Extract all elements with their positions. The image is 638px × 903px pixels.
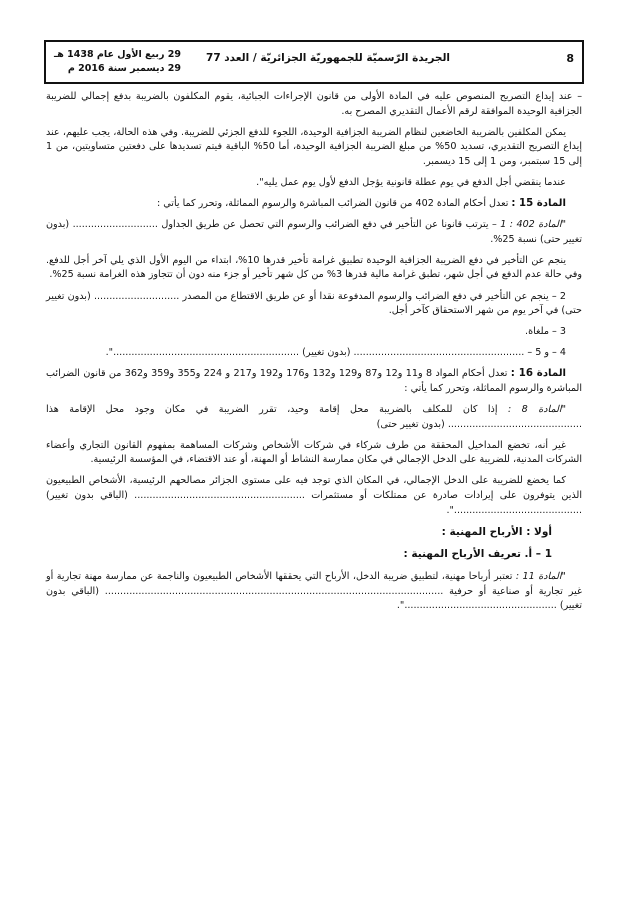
article-text: تعدل أحكام المواد 8 و11 و12 و87 و129 و132 و176 و192 و217 و 224 و355 و359 و362 من قانون الضرائب المباشرة والرسوم المماثلة، وتحرر كما يأتي :	[46, 368, 582, 394]
article-text: تعدل أحكام المادة 402 من قانون الضرائب المباشرة والرسوم المماثلة، وتحرر كما يأتي :	[157, 198, 512, 210]
date-hijri: 29 ربيع الأول عام 1438 هـ	[54, 49, 181, 60]
paragraph: 3 – ملغاة.	[525, 326, 566, 338]
article-label: المادة 16 :	[510, 368, 567, 380]
document-body	[46, 90, 582, 620]
article-16	[46, 367, 582, 396]
article-15	[46, 197, 582, 212]
article-label: المادة 15 :	[511, 198, 566, 210]
article-402	[46, 218, 582, 247]
article-label: "المادة 402 : 1 –	[491, 219, 566, 231]
paragraph: يمكن المكلفين بالضريبة الخاضعين لنظام الضريبة الجزافية الوحيدة، اللجوء للدفع الجزئي للضريبة. وفي هذه الحالة، يجب عليهم، عند إيداع التصريح التقديري، تسديد 50% من مبلغ الضريبة الجزافية الوحيدة، أما 50% الباقية فيتم تسديدها على دفعتين متساويتين، من 1 إلى 15 سبتمبر، ومن 1 إلى 15 ديسمبر.	[46, 126, 582, 167]
paragraph: ينجم عن التأخير في دفع الضريبة الجزافية الوحيدة تطبيق غرامة تأخير قدرها 10%، ابتداء من اليوم الأول الذي يلي آخر أجل للدفع. وفي حالة عدم الدفع في أجل شهر، تطبق غرامة مالية قدرها 3% من كل شهر تأخير أو جزء منه دون أن تتجاوز هذه الغرامة نسبة 25%.	[46, 254, 582, 281]
issue-date	[54, 48, 181, 76]
paragraph: 4 – و 5 – ........................................................ (بدون تغيير) .............................................................".	[105, 347, 566, 359]
paragraph: – عند إيداع التصريح المنصوص عليه في المادة الأولى من قانون الإجراءات الجبائية، يقوم المكلفون بالضريبة بدفع إجمالي للضريبة الجزافية الوحيدة الموافقة لرقم الأعمال التقديري المصرح به.	[46, 91, 582, 117]
paragraph: عندما ينقضي أجل الدفع في يوم عطلة قانونية يؤجل الدفع لأول يوم عمل يليه".	[256, 176, 566, 188]
gazette-title: الجريدة الرّسميّة للجمهوريّة الجزائريّة / العدد 77	[206, 52, 450, 64]
article-text: تعتبر أرباحا مهنية، لتطبيق ضريبة الدخل، الأرباح التي يحققها الأشخاص الطبيعيون والناجمة عن ممارسة مهنة تجارية أو غير تجارية أو صناعية أو حرفية ............................................................................................................... (الباقي بدون تغيير) ..................................................".	[46, 570, 582, 612]
paragraph: 2 – ينجم عن التأخير في دفع الضرائب والرسوم المدفوعة نقدا أو عن طريق الاقتطاع من المصدر ............................ (بدون تغيير حتى) في آخر يوم من شهر الاستحقاق كآخر أجل.	[46, 290, 582, 317]
article-text: إذا كان للمكلف بالضريبة محل إقامة وحيد، تقرر الضريبة في مكان وجود محل الإقامة هذا ............................................ (بدون تغيير حتى)	[46, 404, 582, 430]
article-8	[46, 403, 582, 432]
article-text: يترتب قانونا عن التأخير في دفع الضرائب والرسوم التي تحصل عن طريق الجداول ............................ (بدون تغيير حتى) نسبة 25%.	[46, 219, 582, 245]
article-label: "المادة 8 :	[507, 404, 566, 416]
date-gregorian: 29 ديسمبر سنة 2016 م	[67, 63, 181, 74]
paragraph: غير أنه، تخضع المداخيل المحققة من طرف شركاء في شركات الأشخاص وشركات المساهمة بمفهوم القانون التجاري وأعضاء الشركات المدنية، للضريبة على الدخل الإجمالي في مكان ممارسة النشاط أو المهنة، أو عند الاقتضاء، في المؤسسة الرئيسية.	[46, 439, 582, 466]
article-11	[46, 570, 582, 614]
page-number: 8	[566, 52, 574, 65]
subsection-heading: 1 – أ. تعريف الأرباح المهنية :	[403, 548, 552, 561]
paragraph: كما يخضع للضريبة على الدخل الإجمالي، في المكان الذي توجد فيه على مستوى الجزائر مصالحهم الرئيسية، الأشخاص الطبيعيون الذين يتوفرون على إيرادات صادرة عن ممتلكات أو مستثمرات ........................................................ (الباقي بدون تغيير) ..........................................".	[46, 475, 582, 516]
gazette-header	[44, 40, 584, 84]
article-label: "المادة 11 :	[515, 570, 566, 582]
section-heading: أولا : الأرباح المهنية :	[441, 525, 552, 538]
